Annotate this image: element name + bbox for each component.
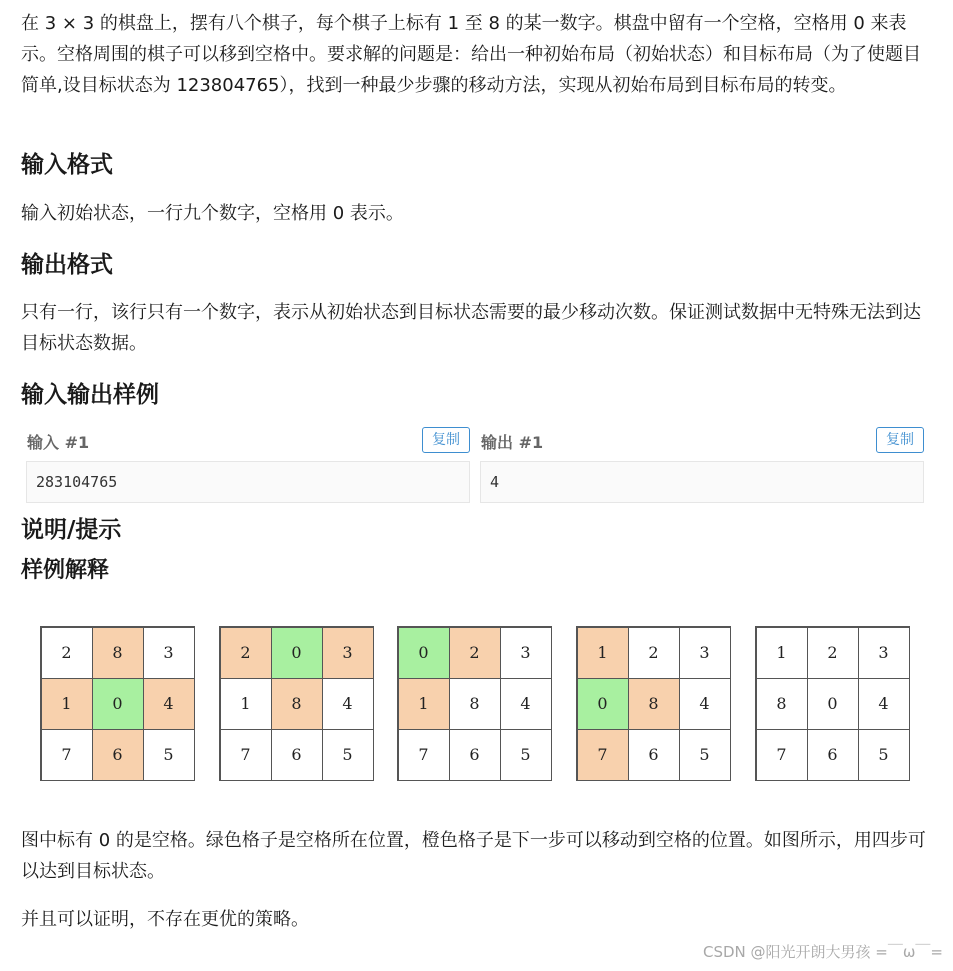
output-format-text: 只有一行，该行只有一个数字，表示从初始状态到目标状态需要的最少移动次数。保证测试数据中无特殊无法到达目标状态数据。 [21,302,921,354]
board-cell: 7 [41,729,93,781]
board-cell: 5 [858,729,910,781]
board-cell: 6 [807,729,859,781]
board-cell: 1 [220,678,272,730]
samples-heading: 输入输出样例 [21,382,159,408]
board-cell: 1 [398,678,450,730]
puzzle-board-3 [397,626,552,781]
sample-output-label: 输出 #1 [481,433,544,452]
hint-proof: 并且可以证明，不存在更优的策略。 [21,909,309,930]
board-cell: 3 [322,627,374,679]
puzzle-board-1 [40,626,195,781]
board-cell: 6 [92,729,144,781]
board-cell: 3 [858,627,910,679]
board-cell: 2 [628,627,680,679]
board-cell: 2 [449,627,501,679]
copy-input-button[interactable]: 复制 [422,427,470,453]
board-cell: 0 [807,678,859,730]
board-cell: 3 [679,627,731,679]
board-cell: 1 [756,627,808,679]
board-cell: 6 [628,729,680,781]
board-cell: 0 [271,627,323,679]
board-cell: 3 [143,627,195,679]
board-cell: 5 [679,729,731,781]
copy-output-button[interactable]: 复制 [876,427,924,453]
board-cell: 0 [398,627,450,679]
board-cell: 8 [92,627,144,679]
watermark: CSDN @阳光开朗大男孩 =￣ω￣= [702,943,943,961]
board-cell: 7 [577,729,629,781]
sample-input-label: 输入 #1 [27,433,90,452]
board-cell: 3 [500,627,552,679]
sample-explanation-heading: 样例解释 [21,558,110,583]
problem-description: 在 3 × 3 的棋盘上，摆有八个棋子，每个棋子上标有 1 至 8 的某一数字。棋盘中留有一个空格，空格用 0 来表示。空格周围的棋子可以移到空格中。要求解的问题是：给出一种初始布局（初始状态）和目标布局（为了使题目简单,设目标状态为 123804765），找到一种最少步骤的移动方法，实现从初始布局到目标布局的转变。 [21,13,921,96]
board-cell: 6 [271,729,323,781]
board-cell: 4 [143,678,195,730]
board-cell: 8 [628,678,680,730]
board-cell: 8 [271,678,323,730]
sample-input-box[interactable]: 283104765 [26,461,470,503]
board-cell: 2 [807,627,859,679]
board-cell: 4 [858,678,910,730]
hint-explanation: 图中标有 0 的是空格。绿色格子是空格所在位置，橙色格子是下一步可以移动到空格的位置。如图所示，用四步可以达到目标状态。 [21,830,926,882]
output-format-heading: 输出格式 [21,252,113,278]
board-cell: 5 [500,729,552,781]
board-cell: 8 [449,678,501,730]
board-cell: 7 [220,729,272,781]
board-cell: 5 [143,729,195,781]
board-cell: 1 [577,627,629,679]
input-format-heading: 输入格式 [21,152,113,178]
sample-output-box[interactable]: 4 [480,461,924,503]
hint-heading: 说明/提示 [21,517,122,543]
board-cell: 7 [398,729,450,781]
puzzle-board-5 [755,626,910,781]
board-cell: 0 [92,678,144,730]
board-cell: 2 [41,627,93,679]
board-cell: 8 [756,678,808,730]
puzzle-board-2 [219,626,374,781]
board-cell: 4 [500,678,552,730]
board-cell: 7 [756,729,808,781]
board-cell: 4 [322,678,374,730]
puzzle-board-4 [576,626,731,781]
input-format-text: 输入初始状态，一行九个数字，空格用 0 表示。 [21,203,404,224]
board-cell: 4 [679,678,731,730]
board-cell: 2 [220,627,272,679]
board-cell: 5 [322,729,374,781]
board-cell: 0 [577,678,629,730]
board-cell: 6 [449,729,501,781]
board-cell: 1 [41,678,93,730]
